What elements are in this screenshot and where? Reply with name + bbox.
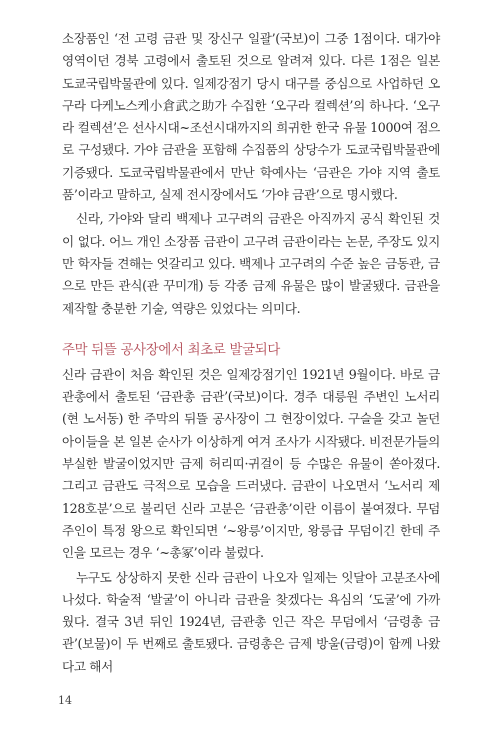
- page-body: [62, 28, 440, 678]
- paragraph-1: 소장품인 ‘전 고령 금관 및 장신구 일괄’(국보)이 그중 1점이다. 대가야 영역이던 경북 고령에서 출토된 것으로 알려져 있다. 다른 1점은 일본 도쿄국립박물관에 있다. 일제강점기 당시 대구를 중심으로 사업하던 오구라 다케노스케小倉武之助가 수집한 ‘오구라 컬렉션’의 하나다. ‘오구라 컬렉션’은 선사시대~조선시대까지의 희귀한 한국 유물 1000여 점으로 구성됐다. 가야 금관을 포함해 수집품의 상당수가 도쿄국립박물관에 기증됐다. 도쿄국립박물관에서 만난 학예사는 ‘금관은 가야 지역 출토품’이라고 말하고, 실제 전시장에서도 ‘가야 금관’으로 명시했다.: [62, 31, 440, 203]
- page-number: 14: [58, 694, 72, 707]
- paragraph-3: 신라 금관이 처음 확인된 것은 일제강점기인 1921년 9월이다. 바로 금관총에서 출토된 ‘금관총 금관’(국보)이다. 경주 대릉원 주변인 노서리(현 노서동) 한 주막의 뒤뜰 공사장이 그 현장이었다. 구슬을 갖고 놀던 아이들을 본 일본 순사가 이상하게 여겨 조사가 시작됐다. 비전문가들의 부실한 발굴이었지만 금제 허리띠·귀걸이 등 수많은 유물이 쏟아졌다. 그리고 금관도 극적으로 모습을 드러냈다. 금관이 나오면서 ‘노서리 제128호분’으로 불리던 신라 고분은 ‘금관총’이란 이름이 붙여졌다. 무덤 주인이 특정 왕으로 확인되면 ‘~왕릉’이지만, 왕릉급 무덤이긴 한데 주인을 모르는 경우 ‘~총冢’이라 불렀다.: [62, 366, 440, 561]
- section-heading: 주막 뒤뜰 공사장에서 최초로 발굴되다: [62, 342, 280, 358]
- paragraph-4: 누구도 상상하지 못한 신라 금관이 나오자 일제는 잇달아 고분조사에 나섰다. 학술적 ‘발굴’이 아니라 금관을 찾겠다는 욕심의 ‘도굴’에 가까웠다. 결국 3년 뒤인 1924년, 금관총 인근 작은 무덤에서 ‘금령총 금관’(보물)이 두 번째로 출토됐다. 금령총은 금제 방울(금령)이 함께 나왔다고 해서: [62, 569, 440, 674]
- paragraph-2: 신라, 가야와 달리 백제나 고구려의 금관은 아직까지 공식 확인된 것이 없다. 어느 개인 소장품 금관이 고구려 금관이라는 논문, 주장도 있지만 학자들 견해는 엇갈리고 있다. 백제나 고구려의 수준 높은 금동관, 금으로 만든 관식(관 꾸미개) 등 각종 금제 유물은 많이 발굴됐다. 금관을 제작할 충분한 기술, 역량은 있었다는 의미다.: [62, 211, 440, 316]
